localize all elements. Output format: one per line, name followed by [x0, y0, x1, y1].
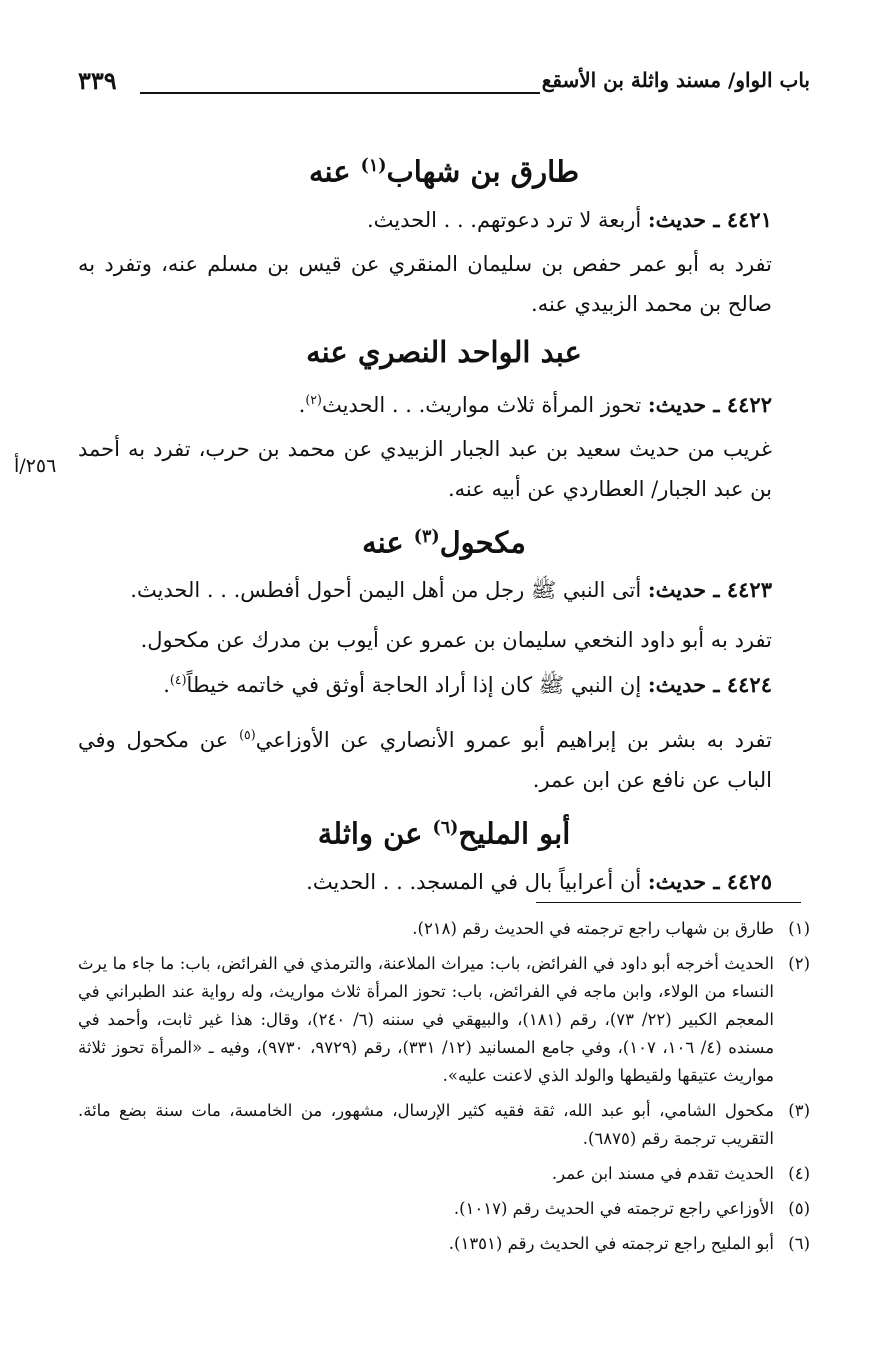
footnote-number: (٦) [788, 1234, 810, 1253]
heading-text: مكحول [439, 525, 526, 560]
hadith-text: أن أعرابياً بال في المسجد. . . الحديث. [306, 869, 648, 894]
heading-text: طارق بن شهاب [386, 154, 580, 189]
footnote-item [78, 1230, 810, 1258]
footnote-item [78, 950, 810, 1090]
section-heading-abdulwahid: عبد الواحد النصري عنه [306, 334, 582, 369]
main-text [78, 138, 810, 902]
footnote-text: الحديث تقدم في مسند ابن عمر. [551, 1164, 774, 1183]
footnote-item [78, 915, 810, 943]
footnote-ref: (٢) [305, 391, 322, 407]
footnote-text: مكحول الشامي، أبو عبد الله، ثقة فقيه كثير الإرسال، مشهور، من الخامسة، مات سنة بضع مائة. التقريب ترجمة رقم (٦٨٧٥). [78, 1101, 774, 1148]
commentary-paragraph: تفرد به أبو داود النخعي سليمان بن عمرو عن أيوب بن مدرك عن مكحول. [140, 628, 772, 653]
footnote-item [78, 1195, 810, 1223]
hadith-text: تحوز المرأة ثلاث مواريث. . . الحديث [321, 392, 648, 417]
hadith-number: ٤٤٢٣ ـ حديث: [647, 577, 772, 603]
commentary-text: عن مكحول وفي الباب عن نافع عن ابن عمر. [78, 728, 772, 793]
hadith-end: . [163, 673, 170, 698]
footnote-ref: (٥) [239, 727, 256, 743]
footnote-separator [536, 902, 801, 903]
footnote-number: (٥) [788, 1199, 810, 1218]
hadith-text: إن النبي ﷺ كان إذا أراد الحاجة أوثق في خاتمه خيطاً [186, 673, 648, 698]
commentary-paragraph: غريب من حديث سعيد بن عبد الجبار الزبيدي عن محمد بن حرب، تفرد به أحمد بن عبد الجبار/ العطاردي عن أبيه عنه. [78, 436, 772, 501]
footnote-text: أبو المليح راجع ترجمته في الحديث رقم (١٣٥١). [448, 1234, 774, 1253]
heading-text-suffix: عنه [362, 525, 414, 560]
hadith-4425 [78, 862, 810, 902]
hadith-number: ٤٤٢١ ـ حديث: [647, 206, 772, 232]
footnote-ref: (٦) [432, 818, 459, 839]
hadith-number: ٤٤٢٥ ـ حديث: [647, 868, 772, 894]
hadith-4421 [78, 200, 810, 240]
commentary-paragraph [78, 715, 810, 800]
footnote-item [78, 1160, 810, 1188]
footnote-text: الحديث أخرجه أبو داود في الفرائض، باب: ميراث الملاعنة، والترمذي في الفرائض، باب: ما جاء ما يرث النساء من الولاء، وابن ماجه في الفرائض، باب: تحوز المرأة ثلاث مواريث، وله رواية عند الطبراني في المعجم الكبير (٢٢/ ٧٣)، رقم (١٨١)، والبيهقي في سننه (٦/ ٢٤٠)، وقال: هذا غير ثابت، وأحمد في مسنده (٤/ ١٠٦، ١٠٧)، وفي جامع المسانيد (١٢/ ٣٣١)، رقم (٩٧٢٩، ٩٧٣٠)، وفيه ـ «المرأة تحوز ثلاثة مواريث عتيقها ولقيطها والولد الذي لاعنت عليه». [78, 954, 775, 1085]
footnote-number: (٣) [788, 1101, 810, 1120]
commentary-text: تفرد به بشر بن إبراهيم أبو عمرو الأنصاري عن الأوزاعي [255, 728, 773, 753]
footnote-ref: (٤) [169, 672, 187, 688]
footnote-ref: (١) [360, 156, 387, 176]
heading-text-suffix: عن واثلة [317, 816, 433, 851]
hadith-text: أربعة لا ترد دعوتهم. . . الحديث. [366, 207, 648, 232]
page-number: ٣٣٩ [78, 66, 117, 95]
footnotes [78, 915, 810, 1265]
footnote-item [78, 1097, 810, 1153]
heading-text-suffix: عنه [308, 154, 361, 189]
footnote-number: (١) [788, 919, 810, 938]
footnote-text: الأوزاعي راجع ترجمته في الحديث رقم (١٠١٧). [453, 1199, 774, 1218]
hadith-4423 [78, 570, 810, 610]
footnote-number: (٤) [788, 1164, 810, 1183]
margin-folio-note: ٢٥٦/أ [14, 455, 57, 477]
footnote-number: (٢) [788, 954, 810, 973]
running-header [78, 68, 810, 104]
header-rule [140, 92, 540, 94]
footnote-text: طارق بن شهاب راجع ترجمته في الحديث رقم (٢١٨). [412, 919, 774, 938]
hadith-4422 [78, 380, 810, 425]
hadith-end: . [298, 392, 306, 417]
section-heading-tariq [78, 138, 810, 200]
hadith-number: ٤٤٢٢ ـ حديث: [647, 391, 772, 417]
heading-text: أبو المليح [458, 816, 571, 851]
section-heading-makhul [78, 509, 810, 571]
footnote-ref: (٣) [413, 526, 440, 547]
hadith-4424 [78, 660, 810, 705]
header-title: باب الواو/ مسند واثلة بن الأسقع [541, 68, 810, 92]
section-heading-abulmalih [78, 800, 810, 862]
hadith-text: أتى النبي ﷺ رجل من أهل اليمن أحول أفطس. . . الحديث. [130, 578, 648, 603]
commentary-paragraph: تفرد به أبو عمر حفص بن سليمان المنقري عن قيس بن مسلم عنه، وتفرد به صالح بن محمد الزبيدي عنه. [78, 251, 772, 316]
hadith-number: ٤٤٢٤ ـ حديث: [647, 672, 772, 698]
